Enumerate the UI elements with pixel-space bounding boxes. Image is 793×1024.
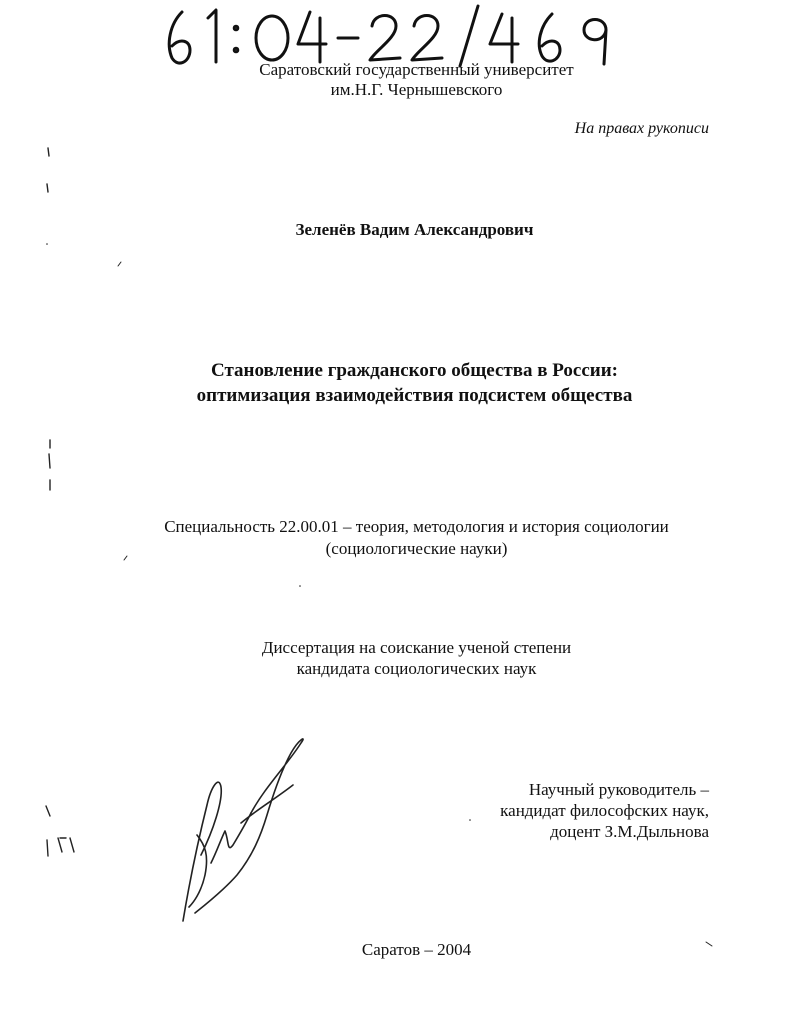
- dissertation-title-line-1: Становление гражданского общества в России:: [211, 360, 618, 381]
- specialty-line-1: Специальность 22.00.01 – теория, методология и история социологии: [164, 517, 669, 536]
- supervisor-label: Научный руководитель –: [528, 780, 709, 799]
- university-dedication: им.Н.Г. Чернышевского: [330, 80, 503, 99]
- degree-statement-line-2: кандидата социологических наук: [296, 659, 537, 678]
- author-name: Зеленёв Вадим Александрович: [295, 220, 534, 239]
- supervisor-degree: кандидат философских наук,: [500, 801, 709, 820]
- degree-statement-line-1: Диссертация на соискание ученой степени: [261, 638, 572, 657]
- author-signature: [175, 735, 310, 925]
- specialty-line-2: (социологические науки): [325, 539, 508, 558]
- city-year: Саратов – 2004: [361, 940, 472, 959]
- university-name: Саратовский государственный университет: [259, 60, 574, 79]
- manuscript-rights-note: На правах рукописи: [574, 120, 709, 137]
- supervisor-name: доцент З.М.Дыльнова: [550, 822, 709, 841]
- dissertation-title-line-2: оптимизация взаимодействия подсистем общества: [196, 385, 633, 406]
